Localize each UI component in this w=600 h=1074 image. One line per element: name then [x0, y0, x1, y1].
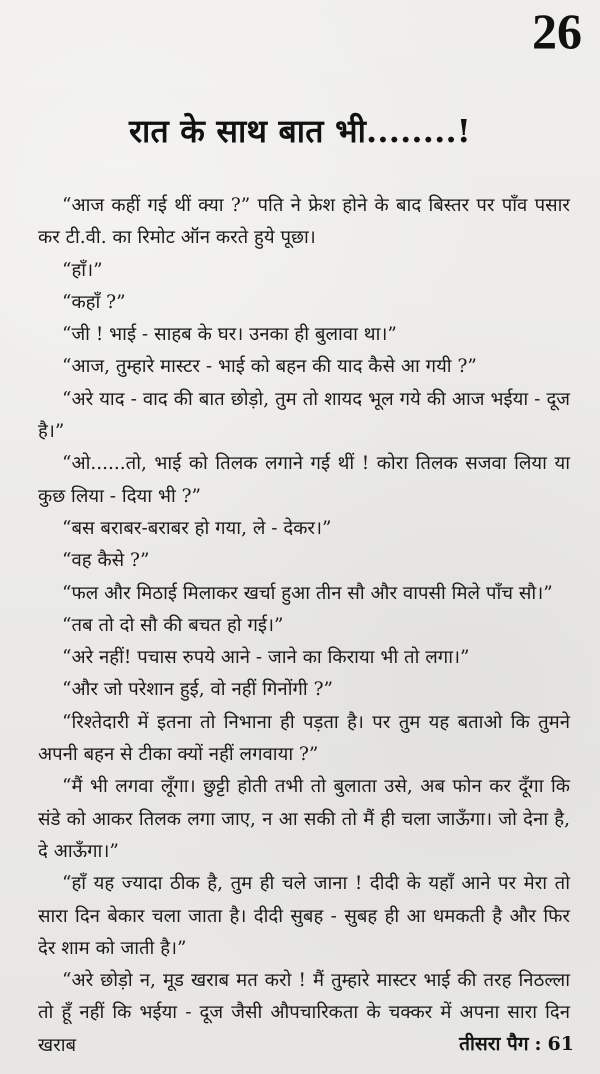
story-paragraph: “फल और मिठाई मिलाकर खर्चा हुआ तीन सौ और वापसी मिले पाँच सौ।”	[62, 582, 553, 604]
story-paragraph: “कहाँ ?”	[62, 291, 126, 313]
story-paragraph: “आज, तुम्हारे मास्टर - भाई को बहन की याद कैसे आ गयी ?”	[62, 356, 477, 378]
story-paragraph: “जी ! भाई - साहब के घर। उनका ही बुलावा था।”	[62, 324, 397, 346]
story-paragraph: “अरे छोड़ो न, मूड खराब मत करो ! मैं तुम्हारे मास्टर भाई की तरह निठल्ला तो हूँ नहीं कि भईया - दूज जैसी औपचारिकता के चक्कर में अपना सारा दिन खराब	[38, 970, 570, 1056]
story-paragraph: “आज कहीं गई थीं क्या ?” पति ने फ्रेश होने के बाद बिस्तर पर पाँव पसार कर टी.वी. का रिमोट ऑन करते हुये पूछा।	[38, 195, 570, 249]
footer-page-number: 61	[547, 1033, 574, 1055]
story-paragraph: “वह कैसे ?”	[62, 550, 150, 572]
story-paragraph: “ओ......तो, भाई को तिलक लगाने गई थीं ! कोरा तिलक सजवा लिया या कुछ लिया - दिया भी ?”	[38, 453, 570, 507]
story-paragraph: “रिश्तेदारी में इतना तो निभाना ही पड़ता है। पर तुम यह बताओ कि तुमने अपनी बहन से टीका क्यों नहीं लगवाया ?”	[38, 711, 570, 766]
page-footer	[459, 1035, 574, 1054]
story-paragraph: “अरे नहीं! पचास रुपये आने - जाने का किराया भी तो लगा।”	[62, 647, 470, 669]
footer-separator: :	[534, 1033, 542, 1055]
story-paragraph: “मैं भी लगवा लूँगा। छुट्टी होती तभी तो बुलाता उसे, अब फोन कर दूँगा कि संडे को आकर तिलक लगा जाए, न आ सकी तो मैं ही चला जाऊँगा। जो देना है, दे आऊँगा।”	[38, 776, 570, 862]
story-body	[38, 190, 570, 1062]
chapter-title: रात के साथ बात भी........!	[128, 112, 472, 150]
story-paragraph: “और जो परेशान हुई, वो नहीं गिनोंगी ?”	[62, 679, 333, 701]
story-paragraph: “तब तो दो सौ की बचत हो गई।”	[62, 614, 284, 636]
story-paragraph: “हाँ।”	[62, 259, 103, 281]
story-paragraph: “बस बराबर-बराबर हो गया, ले - देकर।”	[62, 517, 332, 539]
chapter-number: 26	[532, 3, 582, 59]
story-paragraph: “अरे याद - वाद की बात छोड़ो, तुम तो शायद भूल गये की आज भईया - दूज है।”	[38, 388, 570, 443]
story-paragraph: “हाँ यह ज्यादा ठीक है, तुम ही चले जाना ! दीदी के यहाँ आने पर मेरा तो सारा दिन बेकार चला जाता है। दीदी सुबह - सुबह ही आ धमकती है और फिर देर शाम को जाती है।”	[38, 873, 570, 959]
book-title: तीसरा पैग	[459, 1033, 529, 1055]
